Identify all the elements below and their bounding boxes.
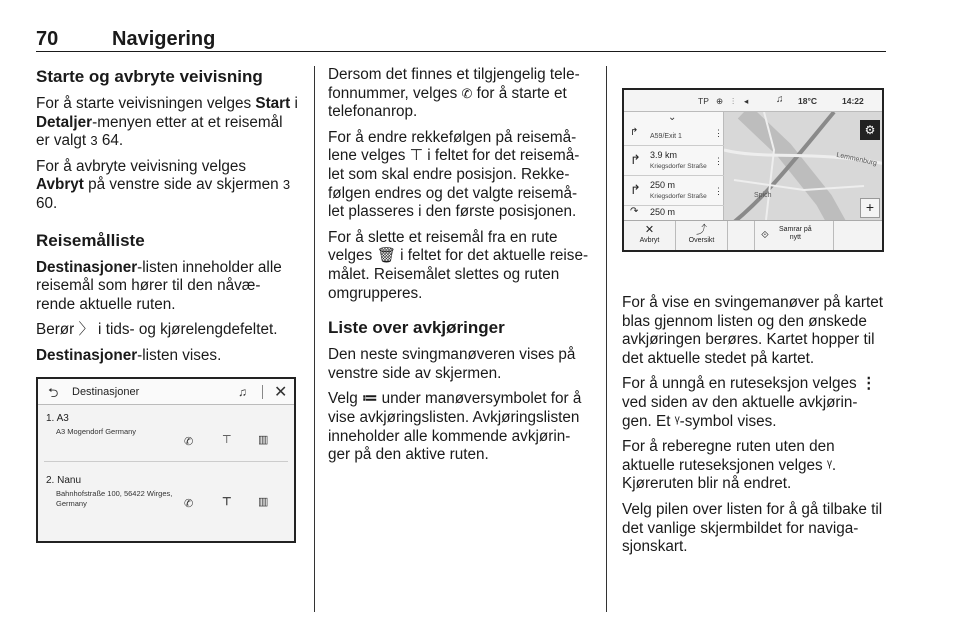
map-label: Spich xyxy=(754,192,772,199)
section-heading-destination-list: Reisemålliste xyxy=(36,230,145,250)
destination-1-address: A3 Mogendorf Germany xyxy=(56,427,137,436)
paragraph-exit-list: Velg ≔ under manøversymbolet for å vise avkjøringslisten. Avkjøringslisten inneholder alle kommende avkjørin-ger på den aktive ruten. xyxy=(328,390,582,464)
destinations-screen xyxy=(36,377,296,543)
move-to-top-icon[interactable]: ⊤ xyxy=(222,434,232,446)
location-icon: ⊕ xyxy=(716,96,724,106)
paragraph-delete: For å slette et reisemål fra en rute velges 🗑 i feltet for det aktuelle reise-målet. Reisemålet slettes og ruten omgrupperes. xyxy=(328,228,589,302)
paragraph-avoid-section: For å unngå en ruteseksjon velges ⋮ ved siden av den aktuelle avkjørin-gen. Et ᵞ-symbol vises. xyxy=(622,375,877,430)
destination-2-name[interactable]: 2. Nanu xyxy=(46,475,82,486)
list-divider xyxy=(44,461,288,462)
page-number: 70 xyxy=(36,28,59,50)
destination-2-address-line2: Germany xyxy=(56,499,87,508)
settings-gear-icon[interactable]: ⚙ xyxy=(860,120,880,140)
avoid-icon: ᵞ xyxy=(826,456,832,474)
title-separator xyxy=(262,385,263,399)
cancel-button[interactable]: ✕ Avbryt xyxy=(624,221,676,252)
move-to-top-icon: ⊤ xyxy=(409,147,423,165)
exit-street: Kriegsdorfer Straße xyxy=(650,193,707,200)
list-item[interactable] xyxy=(624,126,724,146)
turn-icon: ↱ xyxy=(630,127,639,138)
destinations-title: Destinasjoner xyxy=(72,386,140,398)
bottom-action-bar xyxy=(624,220,882,252)
music-note-icon[interactable]: ♫ xyxy=(776,94,784,105)
kebab-icon[interactable]: ⋮ xyxy=(714,128,723,138)
phone-icon[interactable]: ✆ xyxy=(184,436,194,448)
exit-distance: 250 m xyxy=(650,207,676,217)
column-1 xyxy=(36,66,298,373)
paragraph-list-shown: Destinasjoner-listen vises. xyxy=(36,346,222,364)
clock: 14:22 xyxy=(842,96,864,106)
close-icon: ✕ xyxy=(644,224,655,236)
list-icon: ≔ xyxy=(362,390,378,408)
chevron-right-icon: 〉 xyxy=(78,321,94,339)
phone-icon[interactable]: ✆ xyxy=(184,498,194,510)
route-overview-icon: ⤴ xyxy=(696,224,707,236)
zoom-in-button[interactable]: + xyxy=(860,198,880,218)
list-item[interactable] xyxy=(624,206,724,220)
exit-distance: 250 m xyxy=(650,180,676,190)
paragraph-reorder: For å endre rekkefølgen på reisemå-lene velges ⊤ i feltet for det reisemå-let som skal endre posisjon. Rekke-følgen endres og det valgte reisemå-let plasseres i den første posisjonen. xyxy=(328,128,580,221)
exit-street: Kriegsdorfer Straße xyxy=(650,163,707,170)
destination-2-address-line1: Bahnhofstraße 100, 56422 Wirges, xyxy=(56,489,173,498)
music-note-icon[interactable]: ♫ xyxy=(238,385,247,399)
column-3 xyxy=(622,294,886,564)
kebab-icon: ⋮ xyxy=(860,375,877,393)
column-2 xyxy=(328,66,590,472)
trash-icon[interactable]: ▥ xyxy=(258,434,269,446)
reroute-icon: ⟐ xyxy=(761,230,769,241)
paragraph-recalculate: For å reberegne ruten uten den aktuelle ruteseksjonen velges ᵞ. Kjøreruten blir nå endret. xyxy=(622,438,837,493)
temperature: 18°C xyxy=(798,96,817,106)
chevron-down-icon[interactable]: ⌄ xyxy=(668,112,677,123)
list-item[interactable] xyxy=(624,176,724,206)
traffic-icon: TP xyxy=(698,96,709,106)
column-divider xyxy=(314,66,315,612)
paragraph-start-guidance: For å starte veivisningen velges Start i Detaljer-menyen etter at et reisemål er valgt 3 64. xyxy=(36,95,298,150)
paragraph-destination-list: Destinasjoner-listen inneholder alle reisemål som hører til den nåvæ-rende aktuelle ruten. xyxy=(36,258,282,313)
reroute-button[interactable]: ⟐ Samrar på nytt xyxy=(754,221,834,252)
paragraph-touch-field: Berør 〉 i tids- og kjørelengdefeltet. xyxy=(36,321,278,339)
sound-icon: ◂ xyxy=(744,96,749,106)
trash-icon[interactable]: ▥ xyxy=(258,496,269,508)
chapter-title: Navigering xyxy=(112,28,216,50)
phone-icon: ✆ xyxy=(461,85,473,101)
exit-distance: 3.9 km xyxy=(650,150,678,160)
signal-icon: ⫶ xyxy=(732,96,735,106)
paragraph-cancel-guidance: For å avbryte veivisning velges Avbryt på venstre side av skjermen 3 60. xyxy=(36,157,291,212)
exit-list xyxy=(624,112,724,220)
page-ref-icon: 3 xyxy=(90,133,98,149)
map-label: Lemmenburg xyxy=(835,151,878,168)
turn-right-icon: ↱ xyxy=(630,152,641,167)
avoid-icon: ᵞ xyxy=(674,412,680,430)
page-header xyxy=(36,26,886,52)
close-icon[interactable]: ✕ xyxy=(274,384,288,401)
turn-icon: ↷ xyxy=(630,206,639,217)
destinations-title-bar xyxy=(38,379,294,405)
trash-icon: 🗑 xyxy=(376,247,396,265)
turn-right-icon: ↱ xyxy=(630,182,641,197)
exit-list-map-screen xyxy=(622,88,884,252)
paragraph-next-maneuver: Den neste svingmanøveren vises på venstre side av skjermen. xyxy=(328,346,576,382)
back-arrow-icon[interactable]: ⮌ xyxy=(48,385,59,400)
section-heading-start-stop: Starte og avbryte veivisning xyxy=(36,67,263,86)
column-divider xyxy=(606,66,607,612)
exit-label: A59/Exit 1 xyxy=(650,133,682,140)
overview-button[interactable]: ⤴ Oversikt xyxy=(676,221,728,252)
move-to-top-icon[interactable]: ⊤ xyxy=(222,496,232,508)
list-item[interactable] xyxy=(624,146,724,176)
section-heading-exits: Liste over avkjøringer xyxy=(328,318,505,338)
status-bar xyxy=(624,90,882,112)
paragraph-return: Velg pilen over listen for å gå tilbake til det vanlige skjermbildet for naviga-sjonskart. xyxy=(622,500,883,556)
kebab-icon[interactable]: ⋮ xyxy=(714,156,723,166)
paragraph-show-maneuver: For å vise en svingemanøver på kartet blas gjennom listen og den ønskede avkjøringen berøres. Kartet hopper til det aktuelle stedet på kartet. xyxy=(622,294,884,367)
page-ref-icon: 3 xyxy=(282,177,291,193)
kebab-icon[interactable]: ⋮ xyxy=(714,186,723,196)
destination-1-name[interactable]: 1. A3 xyxy=(46,413,69,424)
paragraph-phone: Dersom det finnes et tilgjengelig tele-fonnummer, velges ✆ for å starte et telefonanrop. xyxy=(328,66,580,121)
